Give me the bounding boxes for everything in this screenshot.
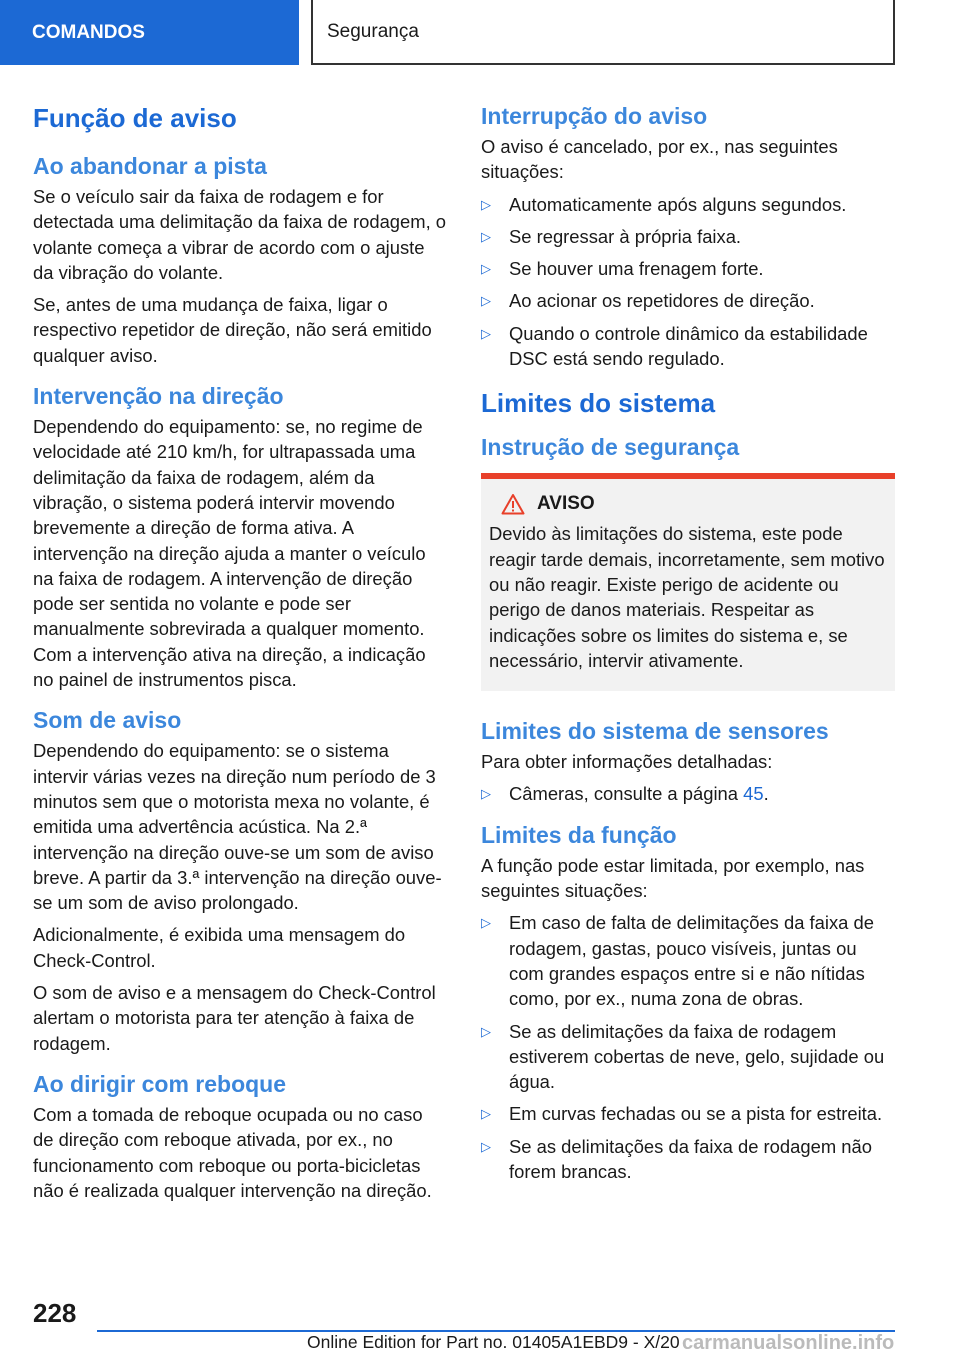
triangle-bullet-icon: ▷: [481, 1106, 491, 1122]
paragraph: O aviso é cancelado, por ex., nas seguintes situações:: [481, 136, 838, 183]
list-item: ▷ Se regressar à própria faixa.: [481, 224, 895, 249]
heading-steering-intervention: Intervenção na direção: [33, 383, 284, 410]
heading-trailer-driving: Ao dirigir com reboque: [33, 1070, 287, 1097]
heading-function-limits: Limites da função: [481, 821, 677, 848]
heading-leaving-lane: Ao abandonar a pista: [33, 153, 267, 179]
paragraph: Se o veículo sair da faixa de rodagem e for detectada uma delimitação da faixa de rodagem, o volante começa a vibrar de acordo com o ajuste da vibração do volante.: [33, 186, 447, 283]
sensor-list: [481, 781, 895, 806]
paragraph: Com a tomada de reboque ocupada ou no caso de direção com reboque ativada, por ex., no funcionamento com reboque ou porta-bicicletas não é realizada qualquer intervenção na direção.: [33, 1103, 432, 1201]
list-item: ▷ Ao acionar os repetidores de direção.: [481, 288, 895, 313]
paragraph: Dependendo do equipamento: se, no regime de velocidade até 210 km/h, for ultrapassada uma delimitação da faixa de rodagem, além da vibração, o sistema poderá intervir movendo brevemente a direção de forma ativa. A intervenção na direção ajuda a manter o veículo na faixa de rodagem. A intervenção de direção pode ser sentida no volante e pode ser manualmente sobrevirada a qualquer momento. Com a intervenção ativa na direção, a indicação no painel de instrumentos pisca.: [33, 416, 426, 691]
list-item: ▷ Se houver uma frenagem forte.: [481, 256, 895, 281]
page-number: 228: [33, 1298, 77, 1328]
triangle-bullet-icon: ▷: [481, 261, 491, 277]
list-item: ▷ Automaticamente após alguns segundos.: [481, 192, 895, 217]
list-item: ▷ Se as delimitações da faixa de rodagem não forem brancas.: [481, 1135, 872, 1183]
footer-edition: Online Edition for Part no. 01405A1EBD9 - X/20: [307, 1332, 680, 1352]
triangle-bullet-icon: ▷: [481, 1023, 491, 1039]
warning-header: [489, 493, 887, 515]
heading-safety-instruction: Instrução de segurança: [481, 434, 740, 461]
interruption-list: [481, 192, 895, 372]
header-section-label: COMANDOS: [0, 0, 299, 65]
page-link[interactable]: 45: [743, 783, 764, 805]
paragraph: A função pode estar limitada, por exemplo, nas seguintes situações:: [481, 854, 865, 902]
function-limits-list: [481, 910, 895, 1184]
list-item: ▷ Em curvas fechadas ou se a pista for estreita.: [481, 1101, 895, 1126]
section-title-warning-function: Função de aviso: [33, 103, 237, 133]
paragraph: Dependendo do equipamento: se o sistema intervir várias vezes na direção num período de 3 minutos sem que o motorista mexa no volante, é emitida uma advertência acústica. Na 2.ª intervenção na direção ouve-se um som de aviso breve. A partir da 3.ª intervenção na direção ouve-se um som de aviso prolongado.: [33, 740, 442, 914]
paragraph: Se, antes de uma mudança de faixa, ligar o respectivo repetidor de direção, não será emitido qualquer aviso.: [33, 294, 432, 366]
heading-warning-interruption: Interrupção do aviso: [481, 103, 708, 129]
paragraph: O som de aviso e a mensagem do Check-Control alertam o motorista para ter atenção à faixa de rodagem.: [33, 982, 436, 1054]
list-item: ▷ Câmeras, consulte a página 45.: [481, 781, 895, 806]
triangle-bullet-icon: ▷: [481, 1138, 491, 1154]
list-item: ▷ Quando o controle dinâmico da estabilidade DSC está sendo regulado.: [481, 322, 868, 370]
warning-title: AVISO: [537, 493, 595, 515]
triangle-bullet-icon: ▷: [481, 786, 491, 802]
watermark: carmanualsonline.info: [682, 1332, 895, 1354]
triangle-bullet-icon: ▷: [481, 325, 491, 341]
left-column: [33, 100, 447, 1210]
heading-warning-sound: Som de aviso: [33, 707, 182, 734]
triangle-bullet-icon: ▷: [481, 915, 491, 931]
triangle-bullet-icon: ▷: [481, 293, 491, 309]
paragraph: Adicionalmente, é exibida uma mensagem do Check-Control.: [33, 924, 406, 971]
right-column: [481, 100, 895, 1191]
triangle-bullet-icon: ▷: [481, 196, 491, 212]
warning-text: Devido às limitações do sistema, este pode reagir tarde demais, incorretamente, sem motivo ou não reagir. Existe perigo de acidente ou perigo de danos materiais. Respeitar as indicações sobre os limites do sistema e, se necessário, intervir ativamente.: [489, 523, 885, 671]
warning-triangle-icon: [501, 493, 525, 515]
triangle-bullet-icon: ▷: [481, 228, 491, 244]
list-item: ▷ Se as delimitações da faixa de rodagem estiverem cobertas de neve, gelo, sujidade ou água.: [481, 1020, 885, 1093]
header-chapter-label: Segurança: [311, 0, 895, 65]
paragraph: Para obter informações detalhadas:: [481, 751, 773, 773]
warning-box: [481, 473, 895, 691]
list-item: ▷ Em caso de falta de delimitações da faixa de rodagem, gastas, pouco visíveis, juntas ou com grandes espaços entre si e não nítidas como, por ex., numa zona de obras.: [481, 912, 874, 1010]
heading-sensor-limits: Limites do sistema de sensores: [481, 718, 829, 745]
section-title-system-limits: Limites do sistema: [481, 388, 716, 419]
